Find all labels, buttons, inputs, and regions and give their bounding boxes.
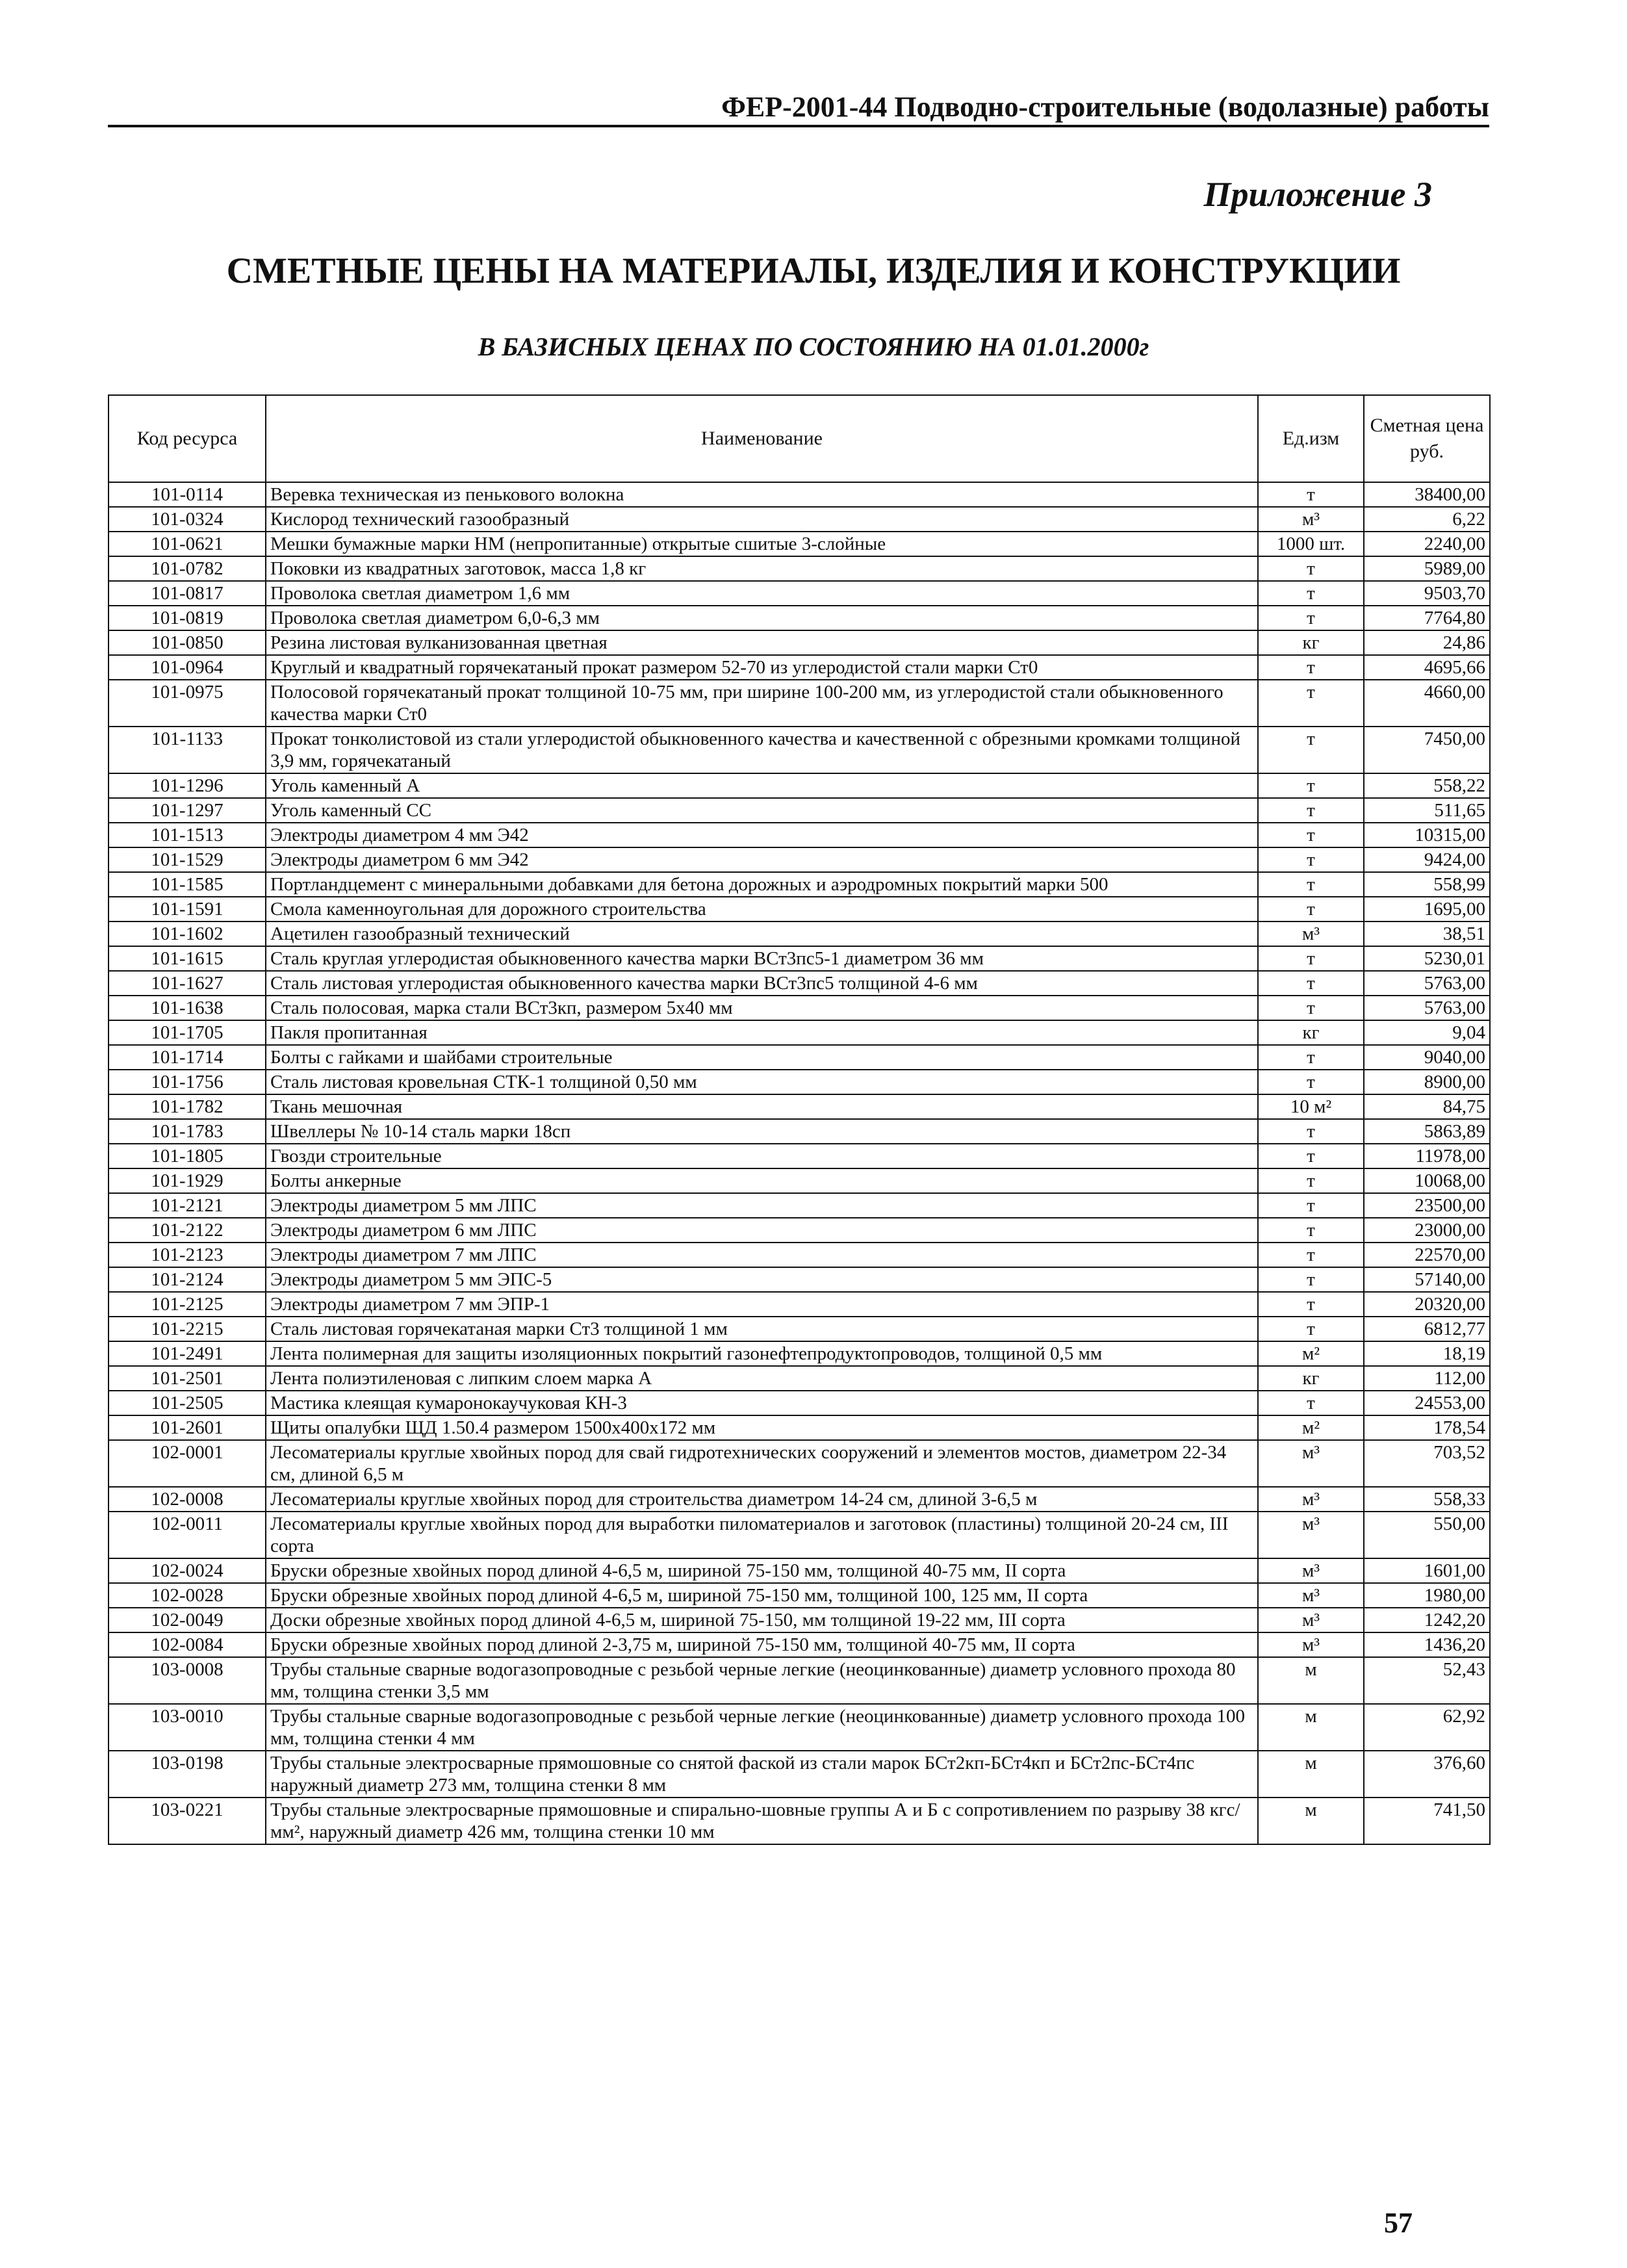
cell-code: 101-1585 <box>109 872 266 897</box>
table-row <box>109 1583 1490 1608</box>
cell-code: 101-0324 <box>109 507 266 532</box>
cell-name: Электроды диаметром 7 мм ЭПР-1 <box>266 1292 1258 1317</box>
cell-code: 101-1782 <box>109 1094 266 1119</box>
cell-code: 101-1756 <box>109 1070 266 1094</box>
table-row <box>109 823 1490 847</box>
cell-name: Электроды диаметром 4 мм Э42 <box>266 823 1258 847</box>
cell-name: Резина листовая вулканизованная цветная <box>266 630 1258 655</box>
cell-price: 7450,00 <box>1364 727 1490 773</box>
cell-price: 5763,00 <box>1364 971 1490 996</box>
table-body <box>109 482 1490 1844</box>
cell-price: 4695,66 <box>1364 655 1490 680</box>
cell-name: Портландцемент с минеральными добавками для бетона дорожных и аэродромных покрытий марки 500 <box>266 872 1258 897</box>
cell-price: 511,65 <box>1364 798 1490 823</box>
table-row <box>109 1487 1490 1512</box>
cell-code: 103-0198 <box>109 1751 266 1798</box>
table-row <box>109 1292 1490 1317</box>
cell-name: Лесоматериалы круглые хвойных пород для строительства диаметром 14-24 см, длиной 3-6,5 м <box>266 1487 1258 1512</box>
cell-unit: 10 м² <box>1258 1094 1364 1119</box>
cell-price: 10068,00 <box>1364 1168 1490 1193</box>
cell-name: Электроды диаметром 6 мм ЛПС <box>266 1218 1258 1243</box>
cell-unit: т <box>1258 606 1364 630</box>
cell-code: 101-1297 <box>109 798 266 823</box>
table-row <box>109 532 1490 556</box>
cell-price: 5763,00 <box>1364 996 1490 1020</box>
cell-price: 24553,00 <box>1364 1391 1490 1415</box>
cell-code: 101-2122 <box>109 1218 266 1243</box>
cell-price: 376,60 <box>1364 1751 1490 1798</box>
cell-name: Швеллеры № 10-14 сталь марки 18сп <box>266 1119 1258 1144</box>
cell-code: 101-1529 <box>109 847 266 872</box>
cell-name: Болты с гайками и шайбами строительные <box>266 1045 1258 1070</box>
cell-code: 102-0028 <box>109 1583 266 1608</box>
table-row <box>109 1632 1490 1657</box>
cell-name: Пакля пропитанная <box>266 1020 1258 1045</box>
cell-unit: т <box>1258 1267 1364 1292</box>
cell-name: Лента полиэтиленовая с липким слоем марка А <box>266 1366 1258 1391</box>
table-row <box>109 1751 1490 1798</box>
cell-name: Лесоматериалы круглые хвойных пород для выработки пиломатериалов и заготовок (пластины) толщиной 20-24 см, III сорта <box>266 1512 1258 1558</box>
cell-name: Лента полимерная для защиты изоляционных покрытий газонефтепродуктопроводов, толщиной 0,5 мм <box>266 1341 1258 1366</box>
cell-price: 1695,00 <box>1364 897 1490 921</box>
cell-unit: м³ <box>1258 1558 1364 1583</box>
cell-unit: т <box>1258 897 1364 921</box>
cell-name: Прокат тонколистовой из стали углеродистой обыкновенного качества и качественной с обрезными кромками толщиной 3,9 мм, горячекатаный <box>266 727 1258 773</box>
cell-price: 4660,00 <box>1364 680 1490 727</box>
cell-code: 101-2491 <box>109 1341 266 1366</box>
cell-code: 101-1805 <box>109 1144 266 1168</box>
cell-price: 558,33 <box>1364 1487 1490 1512</box>
cell-code: 101-0621 <box>109 532 266 556</box>
table-row <box>109 1317 1490 1341</box>
table-row <box>109 1415 1490 1440</box>
table-row <box>109 1070 1490 1094</box>
cell-code: 101-2505 <box>109 1391 266 1415</box>
cell-code: 101-1296 <box>109 773 266 798</box>
table-row <box>109 1798 1490 1844</box>
cell-unit: м³ <box>1258 1608 1364 1632</box>
page-subtitle: В БАЗИСНЫХ ЦЕНАХ ПО СОСТОЯНИЮ НА 01.01.2000г <box>478 332 1149 361</box>
cell-code: 101-0975 <box>109 680 266 727</box>
running-header: ФЕР-2001-44 Подводно-строительные (водолазные) работы <box>108 91 1489 127</box>
table-row <box>109 1366 1490 1391</box>
table-row <box>109 1144 1490 1168</box>
cell-name: Электроды диаметром 5 мм ЭПС-5 <box>266 1267 1258 1292</box>
table-row <box>109 482 1490 507</box>
cell-code: 101-0817 <box>109 581 266 606</box>
cell-name: Бруски обрезные хвойных пород длиной 4-6,5 м, шириной 75-150 мм, толщиной 40-75 мм, II сорта <box>266 1558 1258 1583</box>
table-row <box>109 1704 1490 1751</box>
cell-price: 18,19 <box>1364 1341 1490 1366</box>
table-row <box>109 847 1490 872</box>
cell-name: Сталь полосовая, марка стали ВСт3кп, размером 5х40 мм <box>266 996 1258 1020</box>
table-row <box>109 630 1490 655</box>
cell-name: Уголь каменный СС <box>266 798 1258 823</box>
cell-unit: т <box>1258 1193 1364 1218</box>
cell-code: 101-1714 <box>109 1045 266 1070</box>
cell-unit: кг <box>1258 1020 1364 1045</box>
cell-unit: т <box>1258 1243 1364 1267</box>
cell-price: 7764,80 <box>1364 606 1490 630</box>
cell-unit: т <box>1258 655 1364 680</box>
table-row <box>109 798 1490 823</box>
cell-code: 101-0114 <box>109 482 266 507</box>
cell-unit: т <box>1258 1168 1364 1193</box>
cell-code: 102-0084 <box>109 1632 266 1657</box>
cell-unit: т <box>1258 1144 1364 1168</box>
table-row <box>109 1341 1490 1366</box>
table-row <box>109 1094 1490 1119</box>
price-table <box>108 394 1491 1845</box>
table-row <box>109 1193 1490 1218</box>
cell-unit: м³ <box>1258 921 1364 946</box>
cell-price: 38,51 <box>1364 921 1490 946</box>
cell-price: 178,54 <box>1364 1415 1490 1440</box>
cell-unit: т <box>1258 798 1364 823</box>
table-row <box>109 1440 1490 1487</box>
cell-price: 5230,01 <box>1364 946 1490 971</box>
cell-unit: м³ <box>1258 1632 1364 1657</box>
cell-code: 101-2123 <box>109 1243 266 1267</box>
cell-name: Болты анкерные <box>266 1168 1258 1193</box>
cell-code: 101-1602 <box>109 921 266 946</box>
cell-unit: т <box>1258 773 1364 798</box>
cell-price: 1980,00 <box>1364 1583 1490 1608</box>
cell-unit: кг <box>1258 1366 1364 1391</box>
table-row <box>109 921 1490 946</box>
cell-name: Проволока светлая диаметром 1,6 мм <box>266 581 1258 606</box>
table-row <box>109 1020 1490 1045</box>
cell-unit: т <box>1258 680 1364 727</box>
cell-name: Сталь листовая углеродистая обыкновенного качества марки ВСт3пс5 толщиной 4-6 мм <box>266 971 1258 996</box>
table-row <box>109 556 1490 581</box>
cell-name: Сталь листовая горячекатаная марки Ст3 толщиной 1 мм <box>266 1317 1258 1341</box>
cell-name: Электроды диаметром 6 мм Э42 <box>266 847 1258 872</box>
cell-code: 101-1929 <box>109 1168 266 1193</box>
cell-unit: м³ <box>1258 1440 1364 1487</box>
table-row <box>109 1243 1490 1267</box>
cell-unit: м³ <box>1258 1583 1364 1608</box>
table-row <box>109 1119 1490 1144</box>
table-row <box>109 1391 1490 1415</box>
cell-unit: т <box>1258 727 1364 773</box>
cell-name: Трубы стальные электросварные прямошовные и спирально-шовные группы А и Б с сопротивлением по разрыву 38 кгс/мм², наружный диаметр 426 мм, толщина стенки 10 мм <box>266 1798 1258 1844</box>
cell-price: 741,50 <box>1364 1798 1490 1844</box>
cell-price: 62,92 <box>1364 1704 1490 1751</box>
cell-unit: т <box>1258 1070 1364 1094</box>
cell-unit: м³ <box>1258 1512 1364 1558</box>
table-row <box>109 971 1490 996</box>
cell-price: 1436,20 <box>1364 1632 1490 1657</box>
cell-price: 6812,77 <box>1364 1317 1490 1341</box>
cell-unit: т <box>1258 556 1364 581</box>
cell-code: 101-1783 <box>109 1119 266 1144</box>
cell-code: 102-0008 <box>109 1487 266 1512</box>
table-row <box>109 1657 1490 1704</box>
table-row <box>109 655 1490 680</box>
cell-unit: т <box>1258 996 1364 1020</box>
table-row <box>109 581 1490 606</box>
cell-code: 101-2601 <box>109 1415 266 1440</box>
cell-name: Ткань мешочная <box>266 1094 1258 1119</box>
cell-name: Гвозди строительные <box>266 1144 1258 1168</box>
cell-code: 101-2121 <box>109 1193 266 1218</box>
page-number: 57 <box>1384 2207 1413 2239</box>
cell-unit: т <box>1258 1292 1364 1317</box>
cell-price: 550,00 <box>1364 1512 1490 1558</box>
cell-name: Круглый и квадратный горячекатаный прокат размером 52-70 из углеродистой стали марки Ст0 <box>266 655 1258 680</box>
cell-name: Полосовой горячекатаный прокат толщиной 10-75 мм, при ширине 100-200 мм, из углеродистой стали обыкновенного качества марки Ст0 <box>266 680 1258 727</box>
table-row <box>109 1218 1490 1243</box>
cell-code: 101-1705 <box>109 1020 266 1045</box>
cell-price: 52,43 <box>1364 1657 1490 1704</box>
cell-code: 101-1513 <box>109 823 266 847</box>
column-header-price: Сметная цена руб. <box>1364 395 1490 482</box>
cell-unit: 1000 шт. <box>1258 532 1364 556</box>
cell-price: 1242,20 <box>1364 1608 1490 1632</box>
cell-price: 9503,70 <box>1364 581 1490 606</box>
cell-unit: т <box>1258 971 1364 996</box>
cell-price: 9424,00 <box>1364 847 1490 872</box>
cell-name: Смола каменноугольная для дорожного строительства <box>266 897 1258 921</box>
cell-unit: м³ <box>1258 1487 1364 1512</box>
table-row <box>109 946 1490 971</box>
cell-price: 558,99 <box>1364 872 1490 897</box>
cell-price: 38400,00 <box>1364 482 1490 507</box>
column-header-name: Наименование <box>266 395 1258 482</box>
cell-unit: м <box>1258 1704 1364 1751</box>
cell-code: 101-1133 <box>109 727 266 773</box>
cell-price: 6,22 <box>1364 507 1490 532</box>
cell-code: 101-1591 <box>109 897 266 921</box>
table-row <box>109 996 1490 1020</box>
cell-name: Трубы стальные электросварные прямошовные со снятой фаской из стали марок БСт2кп-БСт4кп и БСт2пс-БСт4пс наружный диаметр 273 мм, толщина стенки 8 мм <box>266 1751 1258 1798</box>
cell-name: Ацетилен газообразный технический <box>266 921 1258 946</box>
cell-price: 11978,00 <box>1364 1144 1490 1168</box>
cell-price: 703,52 <box>1364 1440 1490 1487</box>
cell-code: 101-2501 <box>109 1366 266 1391</box>
cell-unit: м <box>1258 1798 1364 1844</box>
cell-code: 103-0008 <box>109 1657 266 1704</box>
cell-price: 558,22 <box>1364 773 1490 798</box>
cell-unit: т <box>1258 847 1364 872</box>
cell-name: Веревка техническая из пенькового волокна <box>266 482 1258 507</box>
cell-unit: кг <box>1258 630 1364 655</box>
cell-price: 22570,00 <box>1364 1243 1490 1267</box>
column-header-unit: Ед.изм <box>1258 395 1364 482</box>
cell-code: 101-2215 <box>109 1317 266 1341</box>
cell-price: 23500,00 <box>1364 1193 1490 1218</box>
cell-unit: т <box>1258 1317 1364 1341</box>
cell-unit: т <box>1258 872 1364 897</box>
cell-code: 101-0819 <box>109 606 266 630</box>
cell-name: Бруски обрезные хвойных пород длиной 4-6,5 м, шириной 75-150 мм, толщиной 100, 125 мм, II сорта <box>266 1583 1258 1608</box>
cell-name: Поковки из квадратных заготовок, масса 1,8 кг <box>266 556 1258 581</box>
cell-unit: м <box>1258 1657 1364 1704</box>
cell-price: 2240,00 <box>1364 532 1490 556</box>
cell-name: Трубы стальные сварные водогазопроводные с резьбой черные легкие (неоцинкованные) диаметр условного прохода 100 мм, толщина стенки 4 мм <box>266 1704 1258 1751</box>
cell-code: 103-0010 <box>109 1704 266 1751</box>
cell-name: Мешки бумажные марки НМ (непропитанные) открытые сшитые 3-слойные <box>266 532 1258 556</box>
cell-name: Бруски обрезные хвойных пород длиной 2-3,75 м, шириной 75-150 мм, толщиной 40-75 мм, II сорта <box>266 1632 1258 1657</box>
cell-unit: т <box>1258 946 1364 971</box>
cell-unit: т <box>1258 1391 1364 1415</box>
cell-unit: т <box>1258 581 1364 606</box>
cell-code: 102-0049 <box>109 1608 266 1632</box>
cell-name: Проволока светлая диаметром 6,0-6,3 мм <box>266 606 1258 630</box>
cell-unit: м² <box>1258 1415 1364 1440</box>
cell-code: 101-2125 <box>109 1292 266 1317</box>
cell-price: 20320,00 <box>1364 1292 1490 1317</box>
cell-name: Сталь круглая углеродистая обыкновенного качества марки ВСт3пс5-1 диаметром 36 мм <box>266 946 1258 971</box>
cell-unit: т <box>1258 1218 1364 1243</box>
cell-unit: т <box>1258 1045 1364 1070</box>
column-header-code: Код ресурса <box>109 395 266 482</box>
cell-price: 8900,00 <box>1364 1070 1490 1094</box>
page-title: СМЕТНЫЕ ЦЕНЫ НА МАТЕРИАЛЫ, ИЗДЕЛИЯ И КОНСТРУКЦИИ <box>226 251 1401 291</box>
cell-price: 1601,00 <box>1364 1558 1490 1583</box>
table-row <box>109 606 1490 630</box>
cell-code: 101-1638 <box>109 996 266 1020</box>
cell-name: Сталь листовая кровельная СТК-1 толщиной 0,50 мм <box>266 1070 1258 1094</box>
cell-name: Кислород технический газообразный <box>266 507 1258 532</box>
table-row <box>109 773 1490 798</box>
cell-code: 101-0782 <box>109 556 266 581</box>
cell-code: 101-0964 <box>109 655 266 680</box>
cell-price: 9040,00 <box>1364 1045 1490 1070</box>
cell-code: 102-0001 <box>109 1440 266 1487</box>
table-row <box>109 1168 1490 1193</box>
table-row <box>109 1558 1490 1583</box>
cell-name: Лесоматериалы круглые хвойных пород для свай гидротехнических сооружений и элементов мостов, диаметром 22-34 см, длиной 6,5 м <box>266 1440 1258 1487</box>
cell-code: 102-0011 <box>109 1512 266 1558</box>
cell-name: Щиты опалубки ЩД 1.50.4 размером 1500х400х172 мм <box>266 1415 1258 1440</box>
cell-name: Электроды диаметром 7 мм ЛПС <box>266 1243 1258 1267</box>
cell-price: 9,04 <box>1364 1020 1490 1045</box>
cell-unit: т <box>1258 823 1364 847</box>
table-header-row <box>109 395 1490 482</box>
cell-name: Электроды диаметром 5 мм ЛПС <box>266 1193 1258 1218</box>
table-row <box>109 1608 1490 1632</box>
table-row <box>109 897 1490 921</box>
table-row <box>109 507 1490 532</box>
cell-code: 101-1627 <box>109 971 266 996</box>
cell-unit: т <box>1258 1119 1364 1144</box>
cell-code: 101-0850 <box>109 630 266 655</box>
cell-name: Доски обрезные хвойных пород длиной 4-6,5 м, шириной 75-150, мм толщиной 19-22 мм, III сорта <box>266 1608 1258 1632</box>
cell-code: 101-2124 <box>109 1267 266 1292</box>
cell-price: 24,86 <box>1364 630 1490 655</box>
table-row <box>109 1512 1490 1558</box>
table-row <box>109 1267 1490 1292</box>
table-row <box>109 680 1490 727</box>
cell-unit: м³ <box>1258 507 1364 532</box>
cell-price: 10315,00 <box>1364 823 1490 847</box>
cell-name: Уголь каменный А <box>266 773 1258 798</box>
cell-price: 5989,00 <box>1364 556 1490 581</box>
appendix-label: Приложение 3 <box>1203 175 1432 214</box>
cell-name: Мастика клеящая кумаронокаучуковая КН-3 <box>266 1391 1258 1415</box>
cell-price: 5863,89 <box>1364 1119 1490 1144</box>
cell-name: Трубы стальные сварные водогазопроводные с резьбой черные легкие (неоцинкованные) диаметр условного прохода 80 мм, толщина стенки 3,5 мм <box>266 1657 1258 1704</box>
table-row <box>109 872 1490 897</box>
table-row <box>109 1045 1490 1070</box>
cell-price: 23000,00 <box>1364 1218 1490 1243</box>
cell-price: 112,00 <box>1364 1366 1490 1391</box>
cell-price: 57140,00 <box>1364 1267 1490 1292</box>
cell-unit: м² <box>1258 1341 1364 1366</box>
cell-price: 84,75 <box>1364 1094 1490 1119</box>
cell-unit: т <box>1258 482 1364 507</box>
cell-code: 102-0024 <box>109 1558 266 1583</box>
table-row <box>109 727 1490 773</box>
cell-code: 101-1615 <box>109 946 266 971</box>
cell-code: 103-0221 <box>109 1798 266 1844</box>
cell-unit: м <box>1258 1751 1364 1798</box>
